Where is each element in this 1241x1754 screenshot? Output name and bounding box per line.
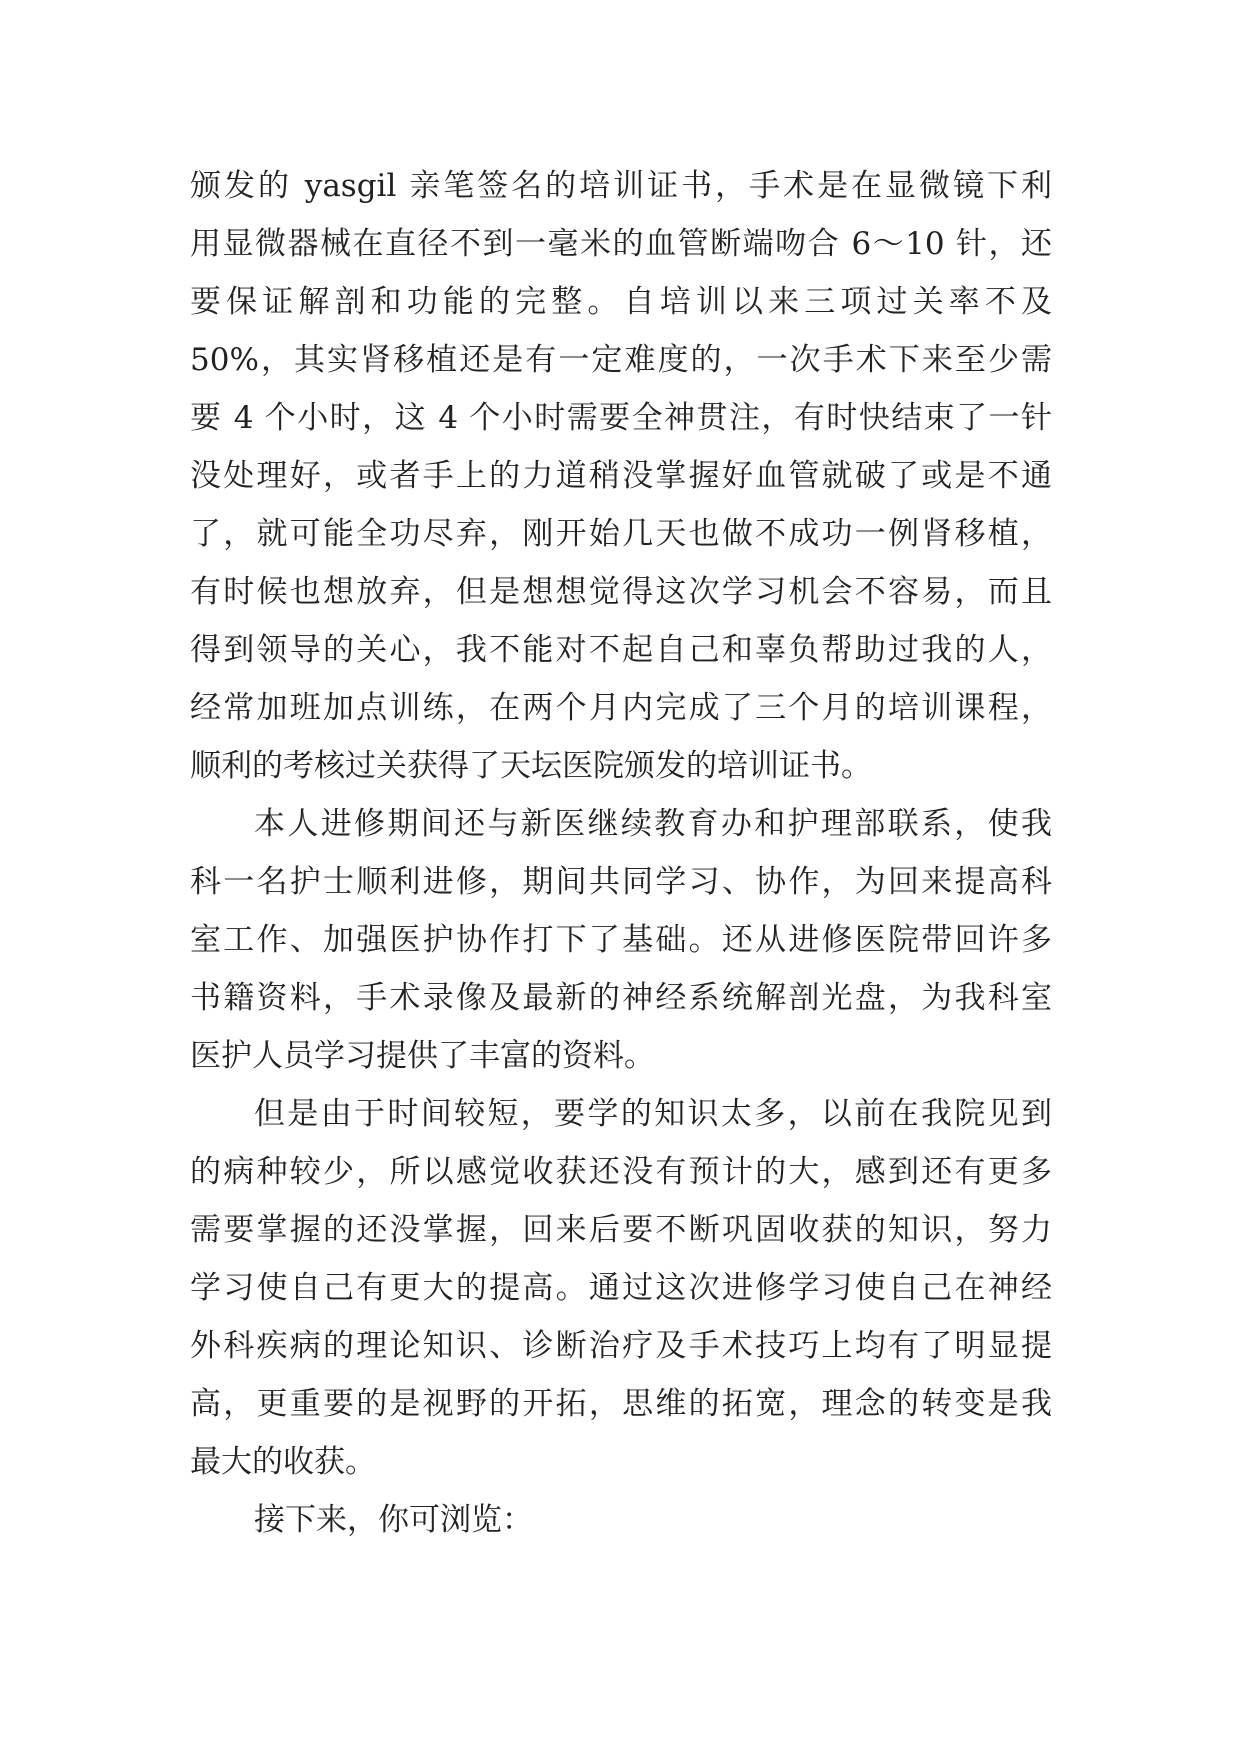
text-line: 50%，其实肾移植还是有一定难度的，一次手术下来至少需 xyxy=(190,342,1052,378)
text-line: 用显微器械在直径不到一毫米的血管断端吻合 6～10 针，还 xyxy=(190,226,1052,262)
text-line: 没处理好，或者手上的力道稍没掌握好血管就破了或是不通 xyxy=(190,458,1052,494)
text-line: 室工作、加强医护协作打下了基础。还从进修医院带回许多 xyxy=(190,922,1052,958)
text-line: 要保证解剖和功能的完整。自培训以来三项过关率不及 xyxy=(190,284,1052,320)
text-line: 医护人员学习提供了丰富的资料。 xyxy=(190,1038,655,1074)
text-line: 得到领导的关心，我不能对不起自己和辜负帮助过我的人， xyxy=(190,632,1052,668)
text-line: 经常加班加点训练，在两个月内完成了三个月的培训课程， xyxy=(190,690,1052,726)
document-body xyxy=(190,157,1052,1549)
text-line: 需要掌握的还没掌握，回来后要不断巩固收获的知识，努力 xyxy=(190,1212,1052,1248)
text-line: 书籍资料，手术录像及最新的神经系统解剖光盘，为我科室 xyxy=(190,980,1052,1016)
text-line: 高，更重要的是视野的开拓，思维的拓宽，理念的转变是我 xyxy=(190,1386,1052,1422)
text-line: 本人进修期间还与新医继续教育办和护理部联系，使我 xyxy=(254,806,1052,842)
text-line: 的病种较少，所以感觉收获还没有预计的大，感到还有更多 xyxy=(190,1154,1052,1190)
text-line: 了，就可能全功尽弃，刚开始几天也做不成功一例肾移植， xyxy=(190,516,1052,552)
text-line: 顺利的考核过关获得了天坛医院颁发的培训证书。 xyxy=(190,748,872,784)
text-line: 颁发的 yasgil 亲笔签名的培训证书，手术是在显微镜下利 xyxy=(190,168,1052,204)
text-line: 有时候也想放弃，但是想想觉得这次学习机会不容易，而且 xyxy=(190,574,1052,610)
text-line: 要 4 个小时，这 4 个小时需要全神贯注，有时快结束了一针 xyxy=(190,400,1052,436)
text-line: 科一名护士顺利进修，期间共同学习、协作，为回来提高科 xyxy=(190,864,1052,900)
text-line: 接下来，你可浏览： xyxy=(254,1502,533,1538)
text-line: 外科疾病的理论知识、诊断治疗及手术技巧上均有了明显提 xyxy=(190,1328,1052,1364)
text-line: 最大的收获。 xyxy=(190,1444,376,1480)
text-line: 学习使自己有更大的提高。通过这次进修学习使自己在神经 xyxy=(190,1270,1052,1306)
text-line: 但是由于时间较短，要学的知识太多，以前在我院见到 xyxy=(254,1096,1052,1132)
